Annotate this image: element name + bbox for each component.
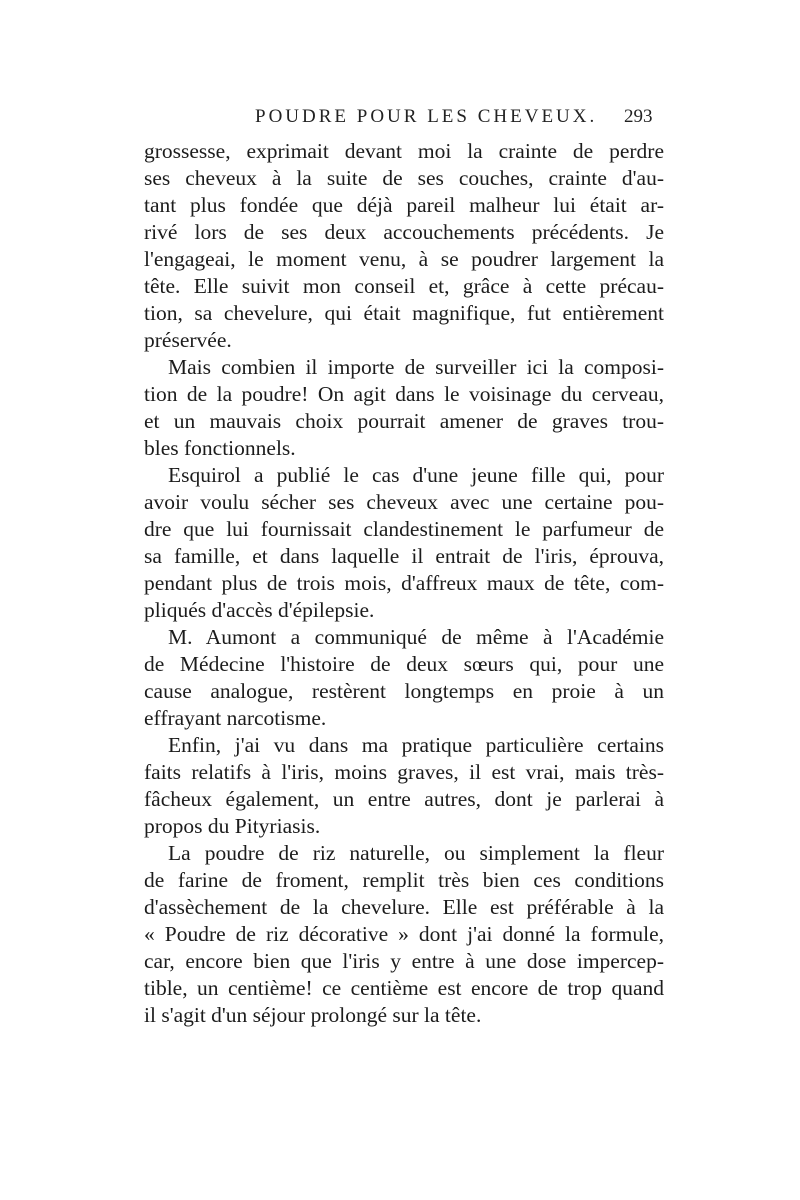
text-line: l'engageai, le moment venu, à se poudrer largement la: [144, 247, 664, 271]
text-line: grossesse, exprimait devant moi la crainte de perdre: [144, 139, 664, 163]
text-line: préservée.: [144, 328, 232, 352]
text-line: tant plus fondée que déjà pareil malheur lui était ar-: [144, 193, 664, 217]
text-line: car, encore bien que l'iris y entre à une dose impercep-: [144, 949, 664, 973]
text-line: avoir voulu sécher ses cheveux avec une certaine pou-: [144, 490, 664, 514]
text-line: effrayant narcotisme.: [144, 706, 327, 730]
text-line: pliqués d'accès d'épilepsie.: [144, 598, 375, 622]
running-title: POUDRE POUR LES CHEVEUX.: [255, 106, 598, 127]
text-line: dre que lui fournissait clandestinement le parfumeur de: [144, 517, 664, 541]
text-line: rivé lors de ses deux accouchements précédents. Je: [144, 220, 664, 244]
text-line: propos du Pityriasis.: [144, 814, 321, 838]
body-text: [144, 138, 664, 1029]
text-line: Mais combien il importe de surveiller ici la composi-: [168, 355, 664, 379]
text-line: faits relatifs à l'iris, moins graves, il est vrai, mais très-: [144, 760, 664, 784]
text-line: et un mauvais choix pourrait amener de graves trou-: [144, 409, 664, 433]
page-number: 293: [624, 106, 653, 127]
text-line: tion, sa chevelure, qui était magnifique, fut entièrement: [144, 301, 664, 325]
text-line: de farine de froment, remplit très bien ces conditions: [144, 868, 664, 892]
text-line: ses cheveux à la suite de ses couches, crainte d'au-: [144, 166, 664, 190]
text-line: fâcheux également, un entre autres, dont je parlerai à: [144, 787, 664, 811]
text-line: tête. Elle suivit mon conseil et, grâce à cette précau-: [144, 274, 664, 298]
text-line: cause analogue, restèrent longtemps en proie à un: [144, 679, 664, 703]
text-line: pendant plus de trois mois, d'affreux maux de tête, com-: [144, 571, 664, 595]
text-line: d'assèchement de la chevelure. Elle est préférable à la: [144, 895, 664, 919]
text-line: M. Aumont a communiqué de même à l'Académie: [168, 625, 664, 649]
text-line: tible, un centième! ce centième est encore de trop quand: [144, 976, 664, 1000]
text-line: tion de la poudre! On agit dans le voisinage du cerveau,: [144, 382, 664, 406]
text-line: bles fonctionnels.: [144, 436, 296, 460]
text-line: il s'agit d'un séjour prolongé sur la tête.: [144, 1003, 482, 1027]
text-line: sa famille, et dans laquelle il entrait de l'iris, éprouva,: [144, 544, 664, 568]
text-line: de Médecine l'histoire de deux sœurs qui, pour une: [144, 652, 664, 676]
text-line: Enfin, j'ai vu dans ma pratique particulière certains: [168, 733, 664, 757]
text-line: La poudre de riz naturelle, ou simplement la fleur: [168, 841, 664, 865]
text-line: Esquirol a publié le cas d'une jeune fille qui, pour: [168, 463, 664, 487]
text-line: « Poudre de riz décorative » dont j'ai donné la formule,: [144, 922, 664, 946]
